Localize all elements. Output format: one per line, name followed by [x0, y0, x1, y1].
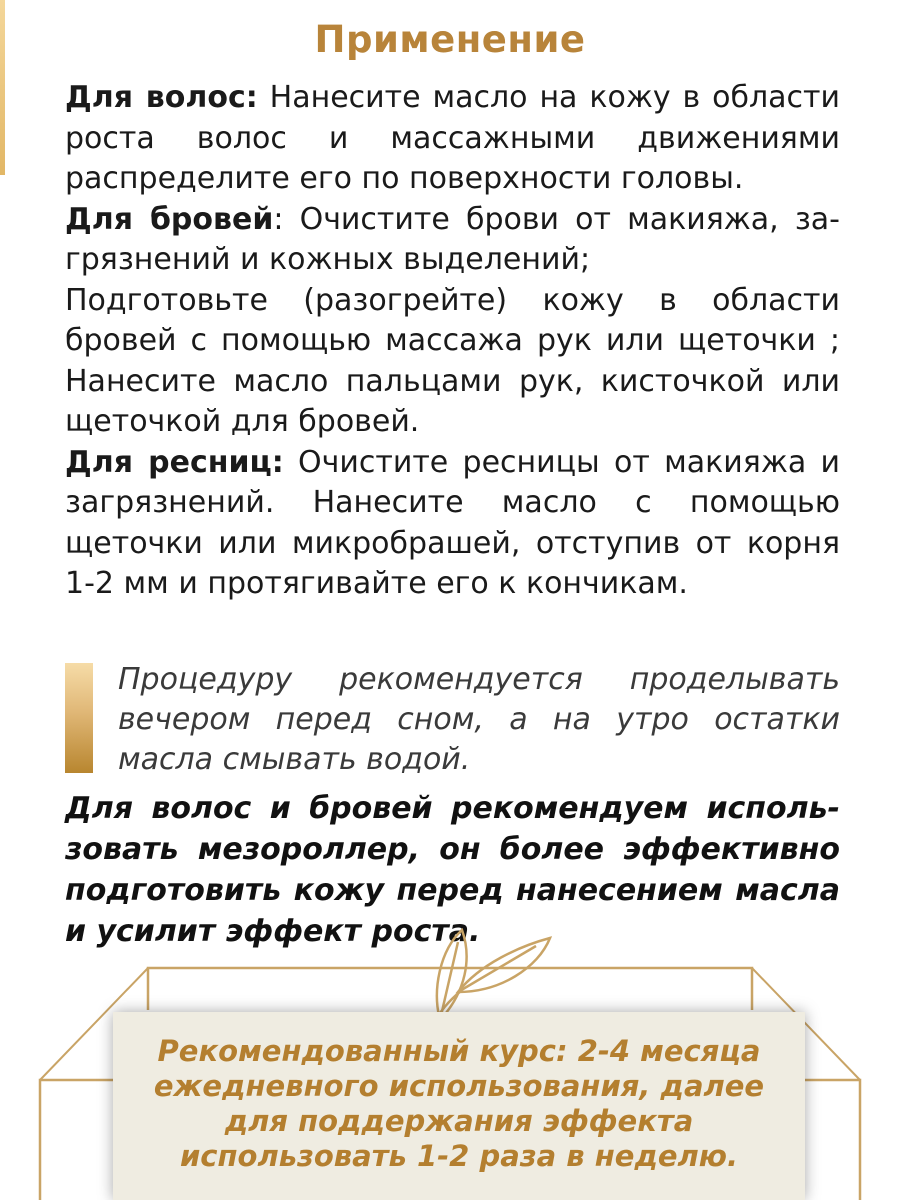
course-box: [113, 1012, 805, 1200]
hair-label: Для волос:: [65, 80, 258, 115]
instructions-text: [65, 78, 840, 605]
page-title: Применение: [314, 18, 586, 61]
lashes-text: Очистите ресницы от макияжа и загрязнений. Нанесите масло с помощью щеточки или микробрашей, отступив от корня 1-2 мм и протягивайте его к кончикам.: [65, 444, 841, 601]
frame-right-wing: [805, 1080, 860, 1200]
course-text: [113, 1034, 805, 1174]
lashes-paragraph: [65, 443, 840, 605]
hair-text: Нанесите масло на кожу в области роста волос и массажными движениями распределите его по поверхности головы.: [65, 80, 840, 196]
course-line-4: использовать 1-2 раза в неделю.: [179, 1139, 738, 1173]
course-line-3: для поддержания эффекта: [224, 1104, 694, 1138]
note-accent-bar: [65, 663, 93, 773]
frame-left-wing: [40, 1080, 113, 1200]
brows-paragraph: [65, 200, 840, 281]
course-line-1: Рекомендованный курс: 2-4 месяца: [157, 1034, 761, 1068]
brows-paragraph-2: Подготовьте (разогрейте) кожу в области бровей с помощью массажа рук или щеточки ; Нанесите масло пальцами рук, кисточкой или щеточкой для бровей.: [65, 282, 840, 439]
brows-label: Для бровей: [65, 201, 274, 237]
brows-text: : Очистите брови от макияжа, загрязнений и кожных выделений;: [65, 201, 840, 277]
note-text: Процедуру рекомендуется проделывать вечером перед сном, а на утро остатки масла смывать водой.: [118, 662, 840, 777]
course-line-2: ежедневного использования, далее: [153, 1069, 765, 1103]
recommendation-text: Для волос и бровей рекомендуем использовать мезороллер, он более эффективно подготовить кожу перед нанесением масла и усилит эффект роста.: [65, 791, 840, 949]
lashes-label: Для ресниц:: [65, 444, 284, 480]
hair-paragraph: [65, 78, 840, 200]
